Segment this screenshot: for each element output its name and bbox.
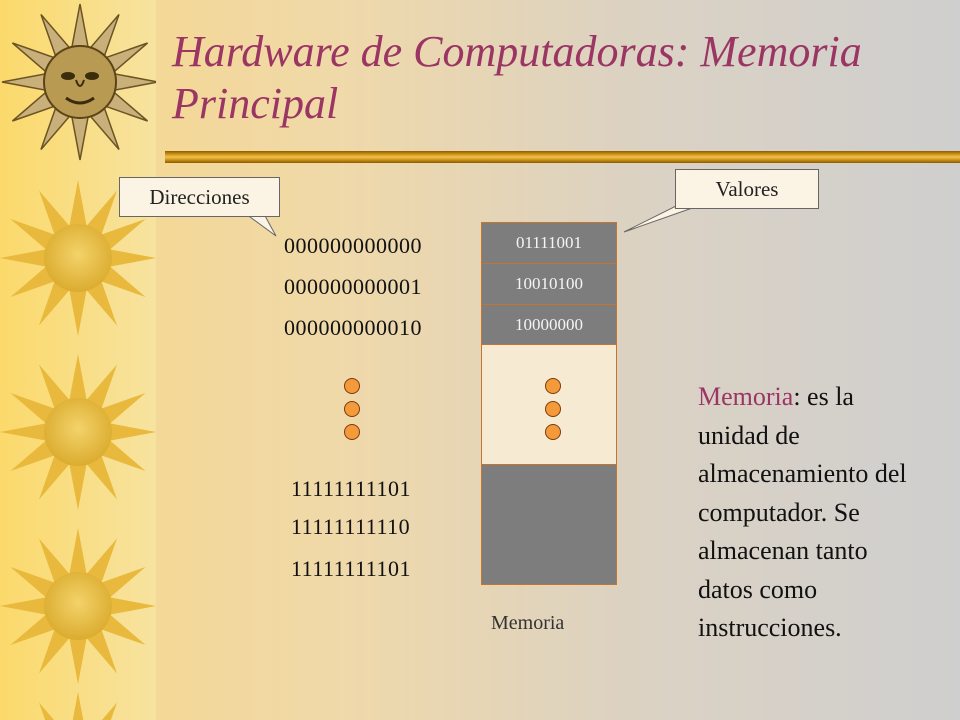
ellipsis-dot	[344, 401, 360, 417]
slide-title: Hardware de Computadoras: Memoria Principal	[172, 27, 862, 128]
ellipsis-dot	[545, 424, 561, 440]
ellipsis-dot	[545, 401, 561, 417]
memory-description	[698, 378, 928, 648]
sun-icon	[0, 354, 156, 510]
address-label: 11111111110	[291, 514, 411, 539]
values-callout-pointer	[624, 206, 698, 232]
sun-icon	[0, 528, 156, 684]
sun-strip-graphic	[0, 0, 156, 720]
address-label: 11111111101	[291, 476, 411, 501]
memory-cell: 01111001	[482, 223, 616, 264]
decorative-sun-strip	[0, 0, 156, 720]
address-label: 000000000000	[284, 233, 422, 258]
ellipsis-dot	[344, 424, 360, 440]
values-callout: Valores	[675, 169, 819, 209]
memory-cell: 10000000	[482, 305, 616, 345]
ellipsis-dot	[545, 378, 561, 394]
memory-label: Memoria	[491, 612, 565, 634]
title-underline	[165, 151, 960, 163]
address-label: 11111111101	[291, 556, 411, 581]
addresses-callout-pointer	[246, 214, 276, 236]
addresses-callout: Direcciones	[119, 177, 280, 217]
sun-icon	[0, 692, 156, 720]
memory-definition: : es la unidad de almacenamiento del computador. Se almacenan tanto datos como instrucciones.	[698, 382, 907, 642]
memory-cell: 10010100	[482, 264, 616, 305]
address-label: 000000000010	[284, 315, 422, 340]
memory-block	[482, 465, 616, 584]
sun-face-icon	[2, 4, 156, 160]
ellipsis-dot	[344, 378, 360, 394]
memory-term: Memoria	[698, 382, 794, 411]
address-label: 000000000001	[284, 274, 422, 299]
